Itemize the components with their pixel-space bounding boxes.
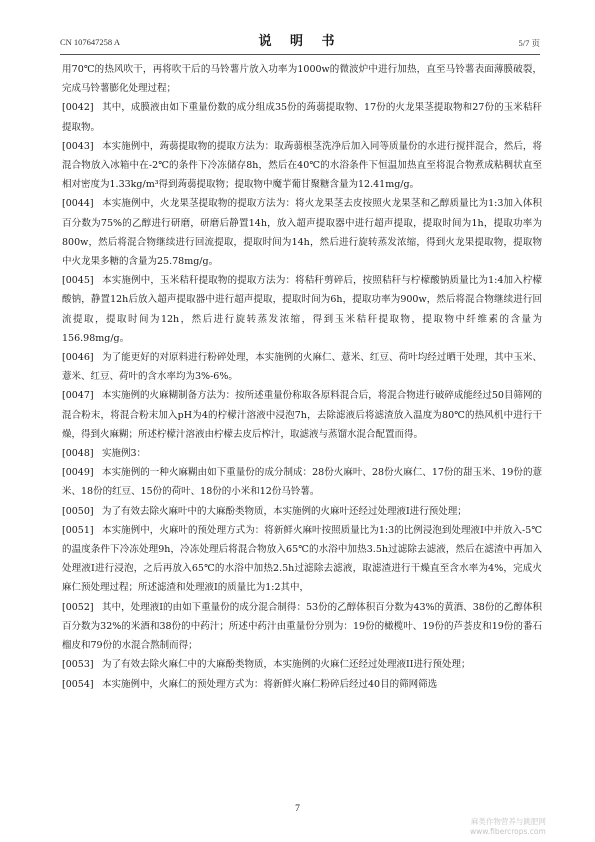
paragraph-text: 用70℃的热风吹干，再将吹干后的马铃薯片放入功率为1000w的微波炉中进行加热，直至马铃薯表面薄膜破裂，完成马铃薯膨化处理过程； (62, 64, 542, 95)
paragraph (62, 194, 542, 271)
paragraph-number: [0052] (62, 601, 94, 613)
paragraph-text: 本实施例中，火龙果茎提取物的提取方法为：将火龙果茎去皮按照火龙果茎和乙醇质量比为1:3加入体积百分数为75%的乙醇进行研磨，研磨后静置14h，放入超声提取器中进行超声提取，提取时间为1h，提取功率为800w，然后将混合物继续进行回流提取，提取时间为14h，然后进行旋转蒸发浓缩，得到火龙果提取物，提取物中火龙果多糖的含量为25.78mg/g。 (62, 198, 542, 268)
paragraph-text: 本实施例的火麻糊制备方法为：按所述重量份称取各原料混合后，将混合物进行破碎成能经过50目筛网的混合粉末，将混合粉末加入pH为4的柠檬汁溶液中浸泡7h，去除滤液后将滤渣放入温度为80℃的热风机中进行干燥，得到火麻糊；所述柠檬汁溶液由柠檬去皮后榨汁，取滤液与蒸馏水混合配置而得。 (62, 390, 542, 440)
document-body (62, 60, 542, 694)
paragraph-number: [0050] (62, 505, 94, 517)
paragraph-number: [0048] (62, 448, 94, 460)
paragraph (62, 521, 542, 598)
paragraph (62, 137, 542, 195)
page-number: 7 (295, 804, 300, 814)
page-indicator: 5/7 页 (518, 38, 540, 48)
paragraph-text: 为了有效去除火麻仁中的大麻酚类物质，本实施例的火麻仁还经过处理液II进行预处理； (102, 659, 471, 671)
paragraph (62, 60, 542, 98)
paragraph-number: [0047] (62, 390, 94, 402)
paragraph-number: [0053] (62, 659, 94, 671)
paragraph (62, 598, 542, 656)
page-header (60, 30, 540, 52)
paragraph (62, 463, 542, 501)
paragraph-text: 本实施例中，蒟蒻提取物的提取方法为：取蒟蒻根茎洗净后加入同等质量份的水进行搅拌混合，然后，将混合物放入冰箱中在-2℃的条件下冷冻储存8h，然后在40℃的水浴条件下恒温加热直至将混合物煮成粘稠状直至相对密度为1.33kg/m³得到蒟蒻提取物；提取物中魔芋葡甘聚糖含量为12.41mg/g。 (62, 140, 542, 191)
paragraph-number: [0042] (62, 102, 94, 114)
paragraph (62, 386, 542, 444)
paragraph-number: [0051] (62, 524, 94, 536)
paragraph-text: 为了有效去除火麻叶中的大麻酚类物质，本实施例的火麻叶还经过处理液I进行预处理； (102, 505, 467, 517)
paragraph (62, 271, 542, 348)
watermark (470, 817, 546, 837)
paragraph (62, 348, 542, 386)
paragraph-text: 本实施例中，玉米秸秆提取物的提取方法为：将秸秆剪碎后，按照秸秆与柠檬酸钠质量比为1:4加入柠檬酸钠，静置12h后放入超声提取器中进行超声提取，提取时间为6h，提取功率为900w，然后将混合物继续进行回流提取，提取时间为12h，然后进行旋转蒸发浓缩，得到玉米秸秆提取物，提取物中纤维素的含量为156.98mg/g。 (62, 275, 542, 344)
paragraph-text: 本实施例中，火麻叶的预处理方式为：将新鲜火麻叶按照质量比为1:3的比例浸泡到处理液I中并放入-5℃的温度条件下冷冻处理9h，冷冻处理后将混合物放入65℃的水浴中加热3.5h过滤除去滤液，然后在滤渣中再加入处理液I进行浸泡，之后再放入65℃的水浴中加热2.5h过滤除去滤液，取滤渣进行干燥直至含水率为4%，完成火麻仁预处理过程；所述滤渣和处理液I的质量比为1:2其中， (62, 524, 542, 594)
paragraph-number: [0054] (62, 678, 94, 690)
paragraph-text: 本实施例中，火麻仁的预处理方式为：将新鲜火麻仁粉碎后经过40目的筛网筛选 (102, 678, 438, 690)
publication-number: CN 107647258 A (60, 37, 120, 47)
document-title: 说 明 书 (258, 34, 342, 49)
watermark-line-2: www.fibercrops.com (470, 827, 546, 836)
paragraph-text: 其中，成膜液由如下重量份数的成分组成35份的蒟蒻提取物、17份的火龙果茎提取物和27份的玉米秸秆提取物。 (62, 102, 542, 133)
paragraph-text: 实施例3： (102, 448, 147, 460)
paragraph (62, 98, 542, 136)
paragraph-number: [0044] (62, 198, 94, 210)
paragraph-text: 其中，处理液I的由如下重量份的成分混合制得：53份的乙醇体积百分数为43%的黄酒、38份的乙醇体积百分数为32%的米酒和38份的中药汁；所述中药汁由重量份分别为：19份的橄榄叶、19份的芦荟皮和19份的番石榴皮和79份的水混合熬制而得； (62, 601, 542, 652)
header-divider (60, 54, 540, 55)
paragraph-number: [0049] (62, 467, 94, 479)
paragraph (62, 655, 542, 674)
paragraph-number: [0045] (62, 275, 94, 287)
paragraph-number: [0046] (62, 352, 94, 364)
paragraph (62, 675, 542, 694)
paragraph (62, 502, 542, 521)
paragraph-number: [0043] (62, 140, 94, 152)
paragraph (62, 444, 542, 463)
paragraph-text: 本实施例的一种火麻糊由如下重量份的成分制成：28份火麻叶、28份火麻仁、17份的甜玉米、19份的薏米、18份的红豆、15份的荷叶、18份的小米和12份马铃薯。 (62, 467, 542, 498)
paragraph-text: 为了能更好的对原料进行粉碎处理，本实施例的火麻仁、薏米、红豆、荷叶均经过晒干处理，其中玉米、薏米、红豆、荷叶的含水率均为3%-6%。 (62, 352, 542, 383)
watermark-line-1: 麻类作物营养与跳肥网 (470, 817, 546, 826)
